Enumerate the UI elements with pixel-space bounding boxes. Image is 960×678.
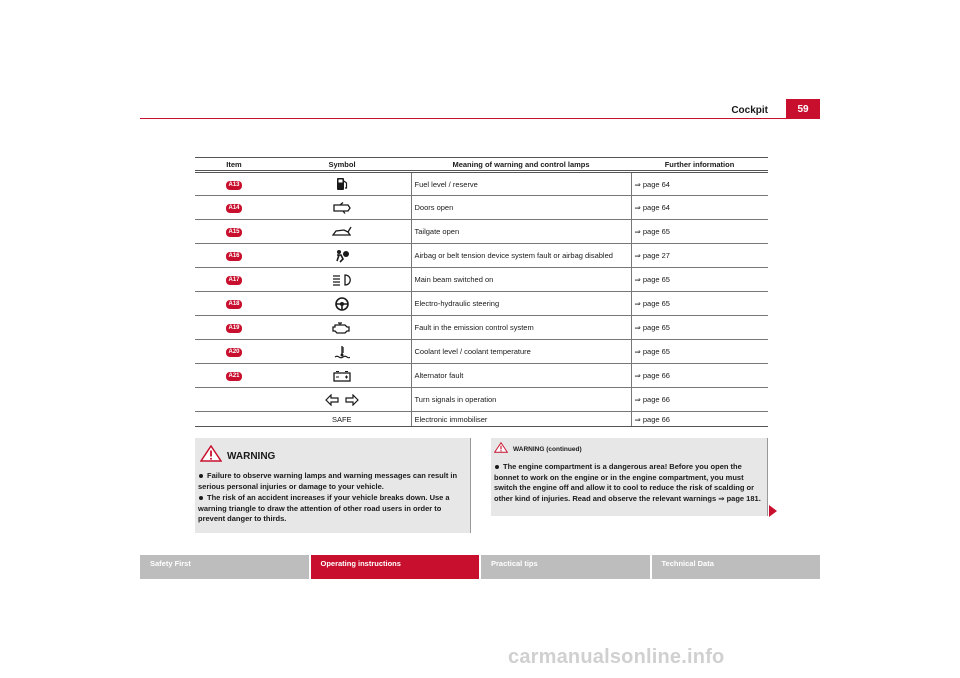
turn-signals-icon	[325, 394, 359, 403]
meaning-cell: Main beam switched on	[411, 268, 631, 292]
item-badge: A14	[226, 204, 242, 213]
battery-icon	[332, 370, 352, 379]
column-header-symbol: Symbol	[273, 158, 411, 172]
table-row	[195, 412, 768, 427]
page-link[interactable]: ⇒ page 64	[631, 196, 768, 220]
page-link[interactable]: ⇒ page 64	[631, 172, 768, 196]
table-row	[195, 292, 768, 316]
tailgate-open-icon	[332, 226, 352, 235]
bullet-icon	[495, 465, 499, 469]
table-row	[195, 268, 768, 292]
page-link[interactable]: ⇒ page 27	[631, 244, 768, 268]
column-header-info: Further information	[631, 158, 768, 172]
airbag-icon	[334, 250, 350, 259]
warning-item: The risk of an accident increases if your vehicle breaks down. Use a warning triangle to draw the attention of other road users in order to prevent danger to thirds.	[198, 493, 450, 524]
door-open-icon	[332, 202, 352, 211]
meaning-cell: Electro-hydraulic steering	[411, 292, 631, 316]
engine-icon	[332, 322, 352, 331]
table-row	[195, 196, 768, 220]
tab-practical-tips[interactable]: Practical tips	[481, 555, 650, 579]
page-link[interactable]: ⇒ page 65	[631, 316, 768, 340]
column-header-meaning: Meaning of warning and control lamps	[411, 158, 631, 172]
tab-technical-data[interactable]: Technical Data	[652, 555, 821, 579]
section-nav	[140, 555, 820, 579]
table-row	[195, 364, 768, 388]
table-row	[195, 244, 768, 268]
warning-continued-title: WARNING (continued)	[513, 445, 582, 453]
warning-title: WARNING	[227, 450, 276, 462]
watermark: carmanualsonline.info	[508, 646, 725, 668]
page-link[interactable]: ⇒ page 65	[631, 268, 768, 292]
page-link[interactable]: ⇒ page 65	[631, 292, 768, 316]
page-title: Cockpit	[731, 105, 768, 116]
page-link[interactable]: ⇒ page 65	[631, 220, 768, 244]
safe-symbol-text: SAFE	[273, 412, 411, 427]
table-row	[195, 340, 768, 364]
item-badge: A19	[226, 324, 242, 333]
table-row	[195, 316, 768, 340]
column-header-item: Item	[195, 158, 273, 172]
meaning-cell: Airbag or belt tension device system fault or airbag disabled	[411, 244, 631, 268]
warning-lamps-table	[195, 157, 768, 427]
meaning-cell: Tailgate open	[411, 220, 631, 244]
fuel-pump-icon	[336, 179, 348, 188]
item-badge: A16	[226, 252, 242, 261]
tab-safety-first[interactable]: Safety First	[140, 555, 309, 579]
continue-arrow-icon	[769, 505, 777, 517]
meaning-cell: Fuel level / reserve	[411, 172, 631, 196]
steering-wheel-icon	[335, 298, 349, 307]
item-badge: A15	[226, 228, 242, 237]
main-beam-icon	[332, 274, 352, 283]
meaning-cell: Fault in the emission control system	[411, 316, 631, 340]
bullet-icon	[199, 474, 203, 478]
table-row	[195, 388, 768, 412]
item-badge: A13	[226, 181, 242, 190]
warning-box	[195, 438, 471, 533]
coolant-icon	[334, 346, 350, 355]
tab-operating-instructions[interactable]: Operating instructions	[311, 555, 480, 579]
page-link[interactable]: ⇒ page 66	[631, 388, 768, 412]
warning-triangle-icon	[200, 445, 222, 467]
meaning-cell: Electronic immobiliser	[411, 412, 631, 427]
meaning-cell: Doors open	[411, 196, 631, 220]
page-link[interactable]: ⇒ page 66	[631, 364, 768, 388]
header-rule	[140, 118, 820, 119]
warning-item: The engine compartment is a dangerous area! Before you open the bonnet to work on the engine or in the engine compartment, you must switch the engine off and allow it to cool to reduce the risk of scalding or other kind of injuries. Read and observe the relevant warnings ⇒ page 181.	[494, 462, 761, 503]
meaning-cell: Alternator fault	[411, 364, 631, 388]
item-badge: A20	[226, 348, 242, 357]
warning-continued-box	[491, 438, 768, 516]
page-number: 59	[786, 99, 820, 119]
table-header-row	[195, 158, 768, 172]
page-link[interactable]: ⇒ page 66	[631, 412, 768, 427]
item-badge: A21	[226, 372, 242, 381]
bullet-icon	[199, 496, 203, 500]
table-row	[195, 220, 768, 244]
page-link[interactable]: ⇒ page 65	[631, 340, 768, 364]
table-row	[195, 172, 768, 196]
meaning-cell: Coolant level / coolant temperature	[411, 340, 631, 364]
meaning-cell: Turn signals in operation	[411, 388, 631, 412]
warning-triangle-icon	[494, 440, 508, 458]
warning-item: Failure to observe warning lamps and warning messages can result in serious personal injuries or damage to your vehicle.	[198, 471, 458, 491]
item-badge: A17	[226, 276, 242, 285]
item-badge: A18	[226, 300, 242, 309]
